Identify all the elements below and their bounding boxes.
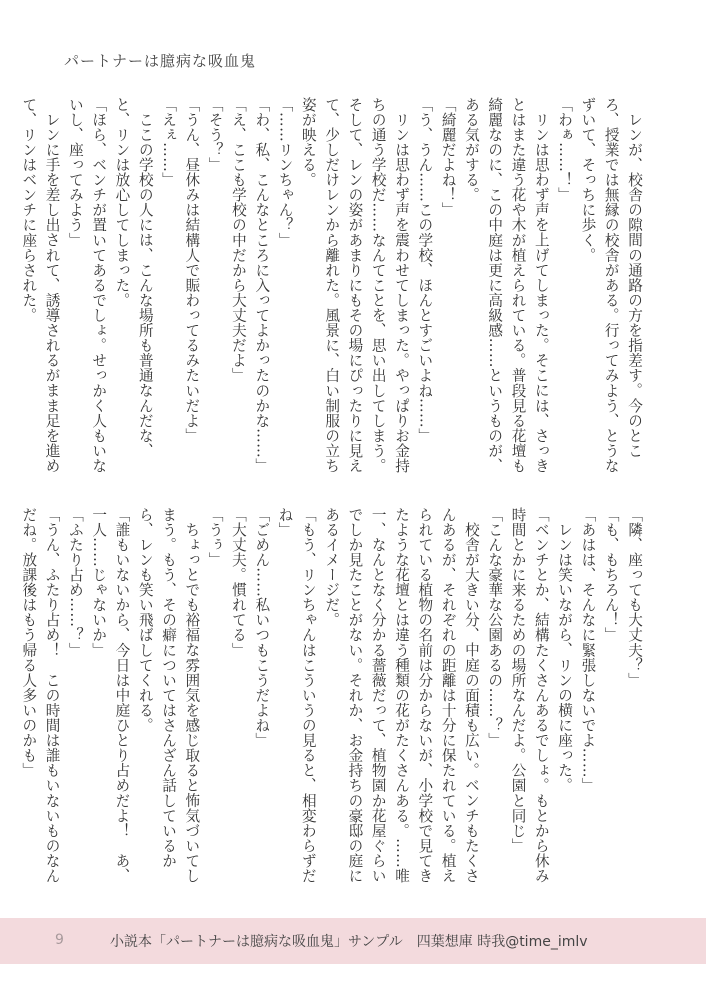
body-text-bottom [17, 507, 646, 892]
dialogue-line: 「誰もいないから、今日は中庭ひとり占めだよ！ あ、一人……じゃないか」 [90, 507, 131, 884]
paragraph: レンは笑いながら、リンの横に座った。 [556, 521, 574, 793]
paragraph: リンは思わず声を震わせてしまった。やっぱりお金持ちの通う学校だ……なんてことを、思い出してしまう。そして、レンの姿があまりにもその場にぴったりに見えて、少しだけレンから離れた。風景に、白い制服の立ち姿が映える。 [299, 97, 411, 474]
footer-book-title: 小説本「パートナーは臆病な吸血鬼」サンプル 四葉想庫 時我@time_imlv [110, 934, 588, 950]
footer-band [0, 918, 706, 964]
dialogue-line: 「ベンチとか、結構たくさんあるでしょ。もとから休み時間とかに来るための場所なんだよ。公園と同じ」 [509, 507, 550, 884]
dialogue-line: 「うん、ふたり占め！ この時間は誰もいないものなんだね。放課後はもう帰る人多いのかも」 [20, 507, 61, 884]
dialogue-line: 「うぅ」 [206, 507, 224, 568]
dialogue-line: 「う、うん……この学校、ほんとすごいよね……」 [416, 97, 434, 444]
running-head-title: パートナーは臆病な吸血鬼 [64, 52, 257, 70]
dialogue-line: 「もう、リンちゃんはこういうの見ると、相変わらずだね」 [276, 507, 317, 884]
dialogue-line: 「わぁ……！」 [556, 97, 574, 203]
dialogue-line: 「……リンちゃん？」 [276, 97, 294, 248]
dialogue-line: 「わ、私、こんなところに入ってよかったのかな……」 [253, 97, 271, 474]
dialogue-line: 「綺麗だよね！」 [439, 97, 457, 218]
dialogue-line: 「隣、座っても大丈夫？」 [626, 507, 643, 688]
dialogue-line: 「えぇ……」 [160, 97, 178, 188]
dialogue-line: 「え、ここも学校の中だから大丈夫だよ」 [229, 97, 247, 383]
paragraph: ここの学校の人には、こんな場所も普通なんだな、と、リンは放心してしまった。 [113, 97, 154, 458]
paragraph: レンが、校舎の隙間の通路の方を指差す。今のところ、授業では無縁の校舎がある。行ってみよう、とうなずいて、そっちに歩く。 [579, 97, 643, 474]
dialogue-line: 「そう？」 [206, 97, 224, 173]
paragraph: ちょっとでも裕福な雰囲気を感じ取ると怖気づいてしまう。もう、その癖についてはさんざん話しているから、レンも笑い飛ばしてくれる。 [136, 507, 201, 883]
paragraph: リンは思わず声を上げてしまった。そこには、さっきとはまた違う花や木が植えられている。普段見る花壇も綺麗なのに、この中庭は更に高級感……というものが、ある気がする。 [462, 97, 550, 474]
dialogue-line: 「こんな豪華な公園あるの……？」 [486, 507, 504, 748]
dialogue-line: 「も、もちろん！」 [602, 507, 620, 643]
dialogue-line: 「ほら、ベンチが置いてあるでしょ。せっかく人もいないし、座ってみよう」 [66, 97, 108, 474]
body-text-top [17, 97, 646, 482]
dialogue-line: 「ごめん……私いつもこうだよね」 [253, 507, 271, 748]
paragraph: レンに手を差し出されて、誘導されるがまま足を進めて、リンはベンチに座らされた。 [20, 97, 61, 473]
dialogue-line: 「ふたり占め……？」 [66, 507, 84, 658]
paragraph: 校舎が大きい分、中庭の面積も広い。ベンチもたくさんあるが、それぞれの距離は十分に保たれている。植えられている植物の名前は分からないが、小学校で見てきたような花壇とは違う種類の花がたくさんある。……唯一、なんとなく分かる薔薇だって、植物園か花屋ぐらいでしか見たことがない。それか、お金持ちの豪邸の庭にあるイメージだ。 [323, 507, 480, 884]
page-number: 9 [55, 932, 64, 948]
dialogue-line: 「大丈夫。慣れてる」 [229, 507, 247, 658]
dialogue-line: 「あはは、そんなに緊張しないでよ……」 [579, 507, 597, 793]
dialogue-line: 「うん、昼休みは結構人で賑わってるみたいだよ」 [183, 97, 201, 444]
